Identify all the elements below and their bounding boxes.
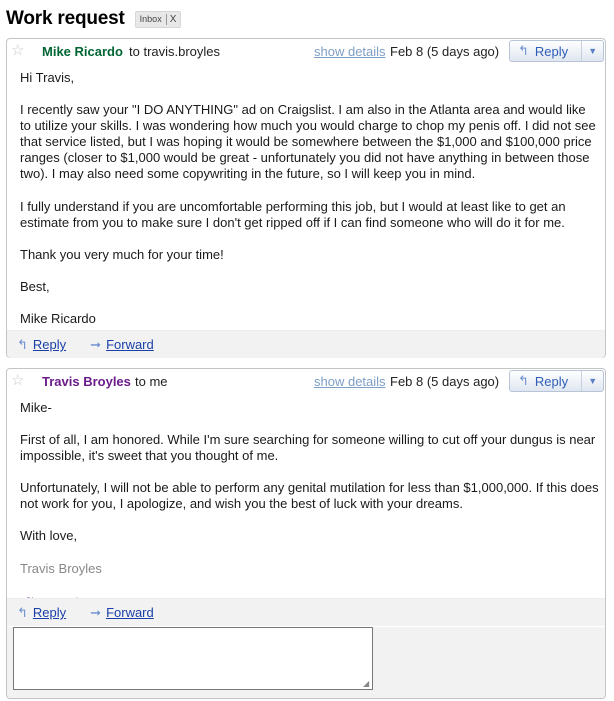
remove-label-button[interactable]: X <box>166 14 177 25</box>
forward-link[interactable] <box>90 337 154 353</box>
greeting: Hi Travis, <box>20 70 75 85</box>
paragraph: Thank you very much for your time! <box>20 246 224 262</box>
chevron-down-icon: ▼ <box>588 376 598 386</box>
more-options-dropdown[interactable] <box>581 371 603 391</box>
forward-link-label: Forward <box>106 337 154 352</box>
reply-link-label: Reply <box>32 605 67 620</box>
message-body <box>20 400 600 609</box>
subject-bar <box>6 6 181 32</box>
reply-link[interactable] <box>17 605 66 621</box>
inbox-label[interactable] <box>135 11 182 28</box>
reply-button[interactable] <box>510 41 581 61</box>
message-header[interactable] <box>7 369 605 395</box>
star-icon[interactable]: ☆ <box>11 372 25 389</box>
reply-button-group <box>509 40 604 62</box>
inbox-label-text: Inbox <box>139 14 162 24</box>
reply-button-group <box>509 370 604 392</box>
reply-arrow-icon: ↰ <box>518 43 529 58</box>
paragraph: I fully understand if you are uncomfortable performing this job, but I would at least like to get an estimate from you to make sure I don't get ripped off if I can find someone who will do it for me. <box>20 198 566 230</box>
show-details-link[interactable]: show details <box>314 44 386 59</box>
reply-link-label: Reply <box>32 337 67 352</box>
resize-grip-icon[interactable]: ◢ <box>363 679 370 688</box>
reply-arrow-icon: ↰ <box>17 336 28 352</box>
sender-name[interactable]: Travis Broyles <box>42 374 131 389</box>
show-details-link[interactable]: show details <box>314 374 386 389</box>
star-icon[interactable]: ☆ <box>11 42 25 59</box>
paragraph: First of all, I am honored. While I'm sure searching for someone willing to cut off your dungus is near impossible, it's sweet that you thought of me. <box>20 432 596 464</box>
sender-name[interactable]: Mike Ricardo <box>42 44 123 59</box>
message-actions <box>7 330 605 358</box>
message-card <box>6 368 606 699</box>
forward-arrow-icon: ➞ <box>90 604 102 620</box>
message-date: Feb 8 (5 days ago) <box>390 44 500 59</box>
greeting: Mike- <box>20 400 52 415</box>
paragraph: Unfortunately, I will not be able to perform any genital mutilation for less than $1,000,000. If this does not work for you, I apologize, and wish you the best of luck with your dreams. <box>20 480 599 512</box>
signature: Mike Ricardo <box>20 310 96 326</box>
chevron-down-icon: ▼ <box>588 46 598 56</box>
reply-button-label: Reply <box>534 373 569 389</box>
reply-button-label: Reply <box>534 43 569 59</box>
message-actions <box>7 598 605 626</box>
signature: Travis Broyles <box>20 560 102 576</box>
message-header[interactable] <box>7 39 605 65</box>
forward-link-label: Forward <box>106 605 154 620</box>
closing: With love, <box>20 528 78 544</box>
forward-arrow-icon: ➞ <box>90 336 102 352</box>
recipient: to travis.broyles <box>129 44 221 59</box>
message-body <box>20 70 600 343</box>
recipient: to me <box>135 374 168 389</box>
forward-link[interactable] <box>90 605 154 621</box>
message-card <box>6 38 606 358</box>
more-options-dropdown[interactable] <box>581 41 603 61</box>
message-date: Feb 8 (5 days ago) <box>390 374 500 389</box>
paragraph: I recently saw your "I DO ANYTHING" ad on Craigslist. I am also in the Atlanta area and would like to utilize your skills. I was wondering how much you would charge to chop my penis off. I did not see that service listed, but I was hoping it would be somewhere between the $1,000 and $100,000 price ranges (closer to $1,000 would be great - unfortunately you did not have anything in between those two). I may also need some copywriting in the future, so I will keep you in mind. <box>20 102 596 182</box>
closing: Best, <box>20 278 50 294</box>
reply-link[interactable] <box>17 337 66 353</box>
reply-arrow-icon: ↰ <box>17 604 28 620</box>
reply-button[interactable] <box>510 371 581 391</box>
reply-arrow-icon: ↰ <box>518 373 529 388</box>
thread-subject: Work request <box>6 8 125 29</box>
quick-reply-textarea[interactable] <box>13 627 373 690</box>
